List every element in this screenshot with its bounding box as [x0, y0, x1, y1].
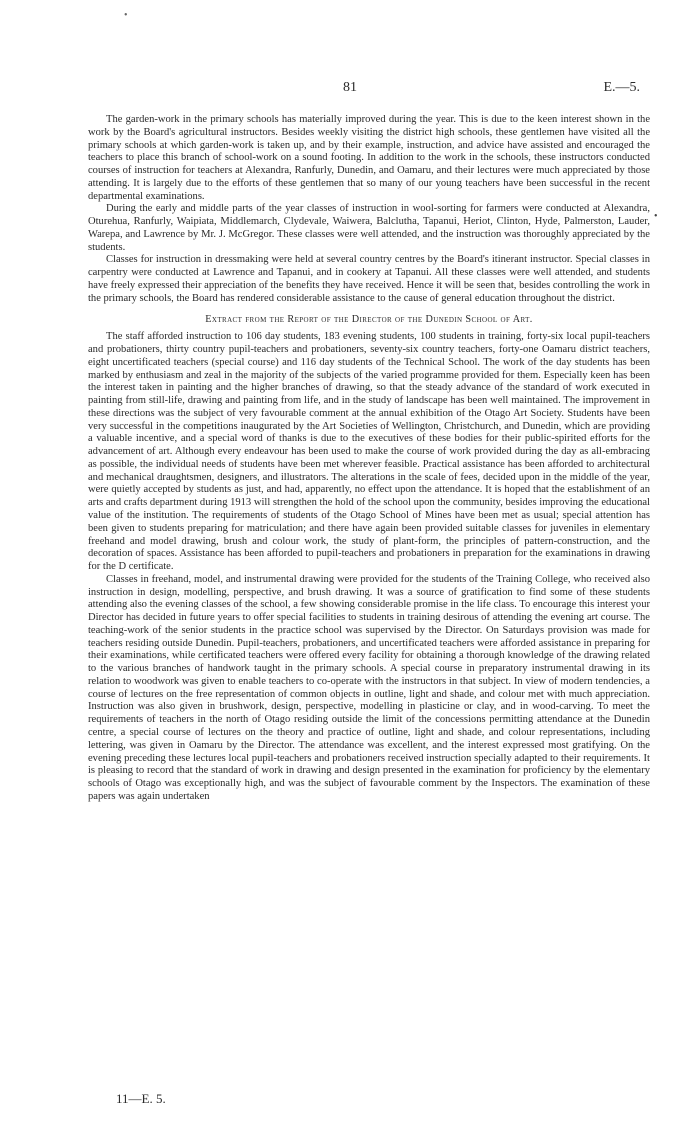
page-number: 81 — [343, 80, 357, 95]
paragraph-garden-work: The garden-work in the primary schools has materially improved during the year. This is due to the keen interest shown in the work by the Board's agricultural instructors. Besides weekly visiting the district high schools, these gentlemen have visited all the primary schools at which garden-work is taken up, and by their example, instruction, and advice have assisted and encouraged the teachers to place this branch of school-work on a sound footing. In addition to the work in the schools, these instructors conducted courses of instruction for teachers at Alexandra, Ranfurly, Dunedin, and Oamaru, and their lectures were much appreciated by those attending. It is largely due to the efforts of these gentlemen that so many of our young teachers have been successful in the recent departmental examinations. — [88, 114, 650, 202]
paragraph-training-college: Classes in freehand, model, and instrumental drawing were provided for the students of the Training College, who received also instruction in design, modelling, perspective, and brush drawing. It was a source of gratification to find some of these students attending also the evening classes of the school, a few showing considerable promise in the life class. To encourage this interest your Director has decided in future years to offer special facilities to students in training desirous of attending the evening art course. The teaching-work of the senior students in the practice school was supervised by the Director. On Saturdays provision was made for teachers residing outside Dunedin. Pupil-teachers, probationers, and uncertificated teachers were afforded assistance in preparing for their examinations, while certificated teachers were offered every facility for obtaining a thorough knowledge of the drawing related to the various branches of handwork taught in the primary schools. A special course in preparatory instrumental drawing in its relation to woodwork was given to enable teachers to co-operate with the instructors in that subject. In view of modern tendencies, a course of lectures on the free representation of common objects in outline, light and shade, and colour met with much appreciation. Instruction was also given in brushwork, design, perspective, modelling in plasticine or clay, and in wood-carving. To meet the requirements of teachers in the north of Otago residing outside the limit of the concessions permitting attendance at the Dunedin centre, a special course of lectures on the theory and practice of outline, light and shade, and colour representations, including lettering, was given in Oamaru by the Director. The attendance was excellent, and the interest expressed most gratifying. On the evening preceding these lectures local pupil-teachers and probationers received instruction specially adapted to their requirements. It is pleasing to record that the standard of work in drawing and design presented in the examination for proficiency by the elementary schools of Otago was exceptionally high, and was the subject of favourable comment by the Inspectors. The examination of these papers was again undertaken — [88, 573, 650, 802]
section-heading: Extract from the Report of the Director of the Dunedin School of Art. — [205, 314, 533, 326]
document-body — [88, 114, 650, 804]
paragraph-dressmaking: Classes for instruction in dressmaking were held at several country centres by the Board's itinerant instructor. Special classes in carpentry were conducted at Lawrence and Tapanui, and in cookery at Tapanui. All these classes were well attended, and students have freely expressed their appreciation of the benefits they have received. Hence it will be seen that, besides controlling the work in the primary schools, the Board has rendered considerable assistance to the cause of general education throughout the district. — [88, 254, 650, 304]
top-mark: • — [124, 10, 128, 21]
margin-mark: • — [654, 211, 658, 222]
document-code: E.—5. — [603, 80, 640, 95]
paragraph-wool-sorting: During the early and middle parts of the year classes of instruction in wool-sorting for farmers were conducted at Alexandra, Oturehua, Ranfurly, Waipiata, Middlemarch, Clydevale, Waiwera, Balclutha, Tapanui, Heriot, Clinton, Hyde, Palmerston, Lauder, Warepa, and Lawrence by Mr. J. McGregor. These classes were well attended, and the instruction was thoroughly appreciated by the students. — [88, 203, 650, 253]
paragraph-staff-instruction: The staff afforded instruction to 106 day students, 183 evening students, 100 students in training, forty-six local pupil-teachers and probationers, thirty country pupil-teachers and probationers, seventy-six country teachers, forty-one Oamaru district teachers, eight uncertificated teachers (special course) and 116 day students of the Technical School. The work of the day students has been marked by enthusiasm and zeal in the majority of the subjects of the varied programme provided for them. Especially keen has been the interest taken in painting and the higher branches of drawing, so that the steady advance of the standard of work executed in painting from still-life, drawing and painting from life, and in the study of landscape has been well maintained. The improvement in these directions was the subject of very favourable comment at the annual exhibition of the Otago Art Society. Students have been very successful in the competitions inaugurated by the Art Societies of Wellington, Christchurch, and Dunedin, which are providing a valuable incentive, and a special word of thanks is due to the executives of these bodies for their public-spirited efforts for the advancement of art. Although every endeavour has been used to make the course of work provided during the day as all-embracing as possible, the individual needs of students have been met wherever feasible. Practical assistance has been afforded to architectural and mechanical draughtsmen, designers, and illustrators. The alterations in the scale of fees, decided upon in the middle of the year, were quietly accepted by students as just, and had, apparently, no effect upon the attendance. It is hoped that the establishment of an arts and crafts department during 1913 will strengthen the hold of the school upon the community, besides improving the educational value of the institution. The requirements of students of the Otago School of Mines have been met as usual; special attention has been given to students preparing for matriculation; and there have again been provided suitable classes for juveniles in elementary freehand and model drawing, brush and colour work, the study of plant-form, the principles of pattern-construction, and the decoration of spaces. Assistance has been afforded to pupil-teachers and probationers in preparation for the examinations in drawing for the D certificate. — [88, 331, 650, 573]
signature-line: 11—E. 5. — [116, 1091, 166, 1106]
